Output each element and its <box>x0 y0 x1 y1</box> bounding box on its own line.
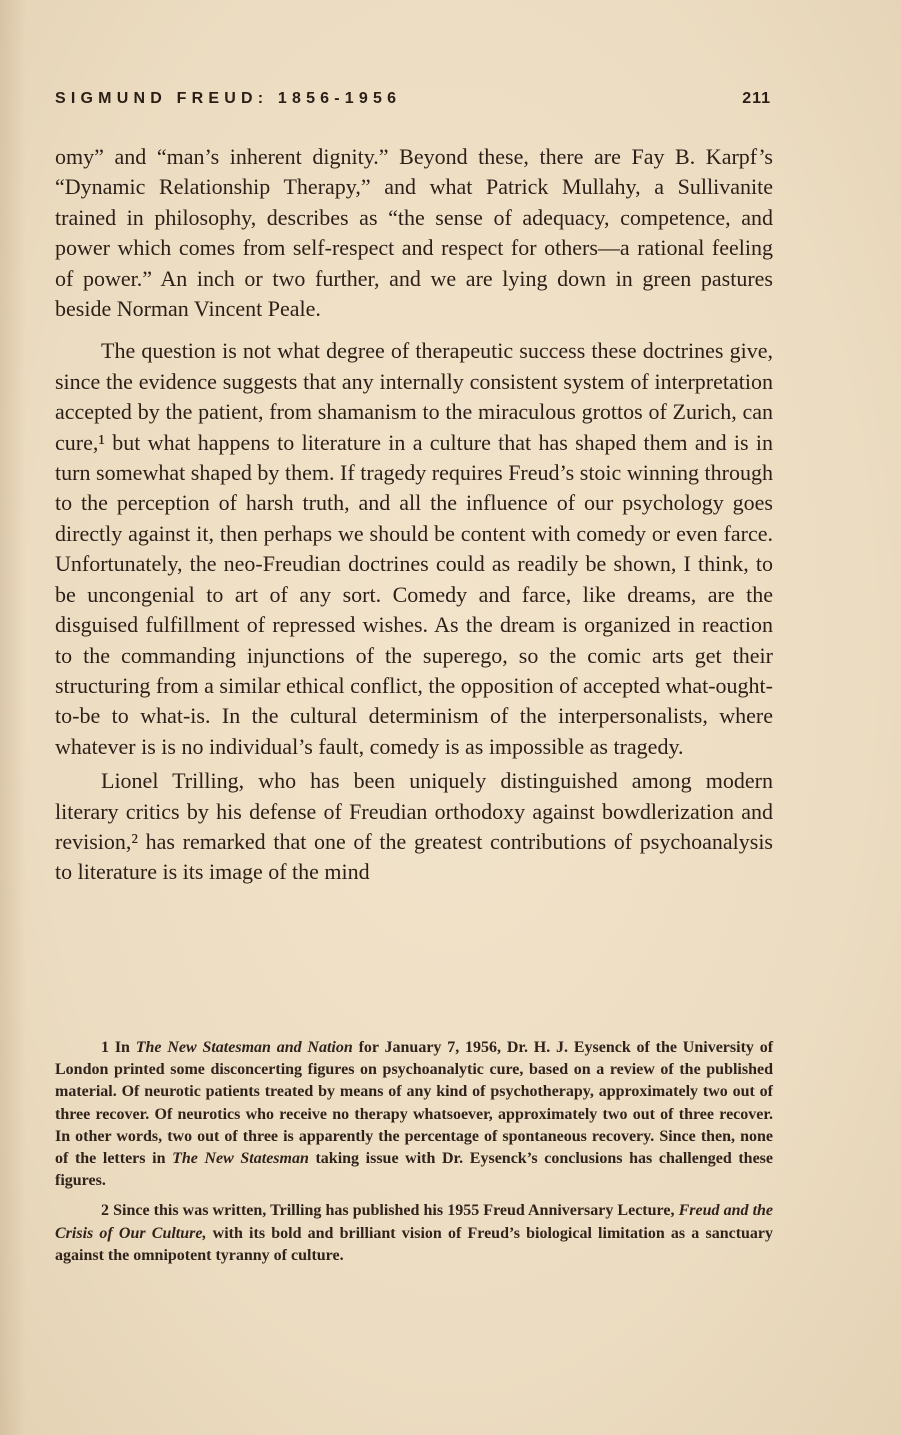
running-head-title: SIGMUND FREUD: 1856-1956 <box>55 90 402 107</box>
footnote-1-tail: taking issue with Dr. Eysenck’s conclusions has challenged these figures. <box>55 1150 773 1190</box>
footnote-1 <box>55 1037 773 1192</box>
footnote-2-number: 2 <box>101 1202 109 1220</box>
body-text <box>55 142 773 888</box>
paragraph-1: omy” and “man’s inherent dignity.” Beyond these, there are Fay B. Karpf’s “Dynamic Relationship Therapy,” and what Patrick Mullahy, a Sullivanite trained in philosophy, describes as “the sense of adequacy, competence, and power which comes from self-respect and respect for others—a rational feeling of power.” An inch or two further, and we are lying down in green pastures beside Norman Vincent Peale. <box>55 144 773 322</box>
footnote-1-journal-title-2: The New Statesman <box>172 1150 309 1168</box>
running-head <box>55 90 771 116</box>
paragraph-2: The question is not what degree of therapeutic success these doctrines give, since the evidence suggests that any internally consistent system of interpretation accepted by the patient, from shamanism to the miraculous grottos of Zurich, can cure,¹ but what happens to literature in a culture that has shaped them and is in turn somewhat shaped by them. If tragedy requires Freud’s stoic winning through to the perception of harsh truth, and all the influence of our psychology goes directly against it, then perhaps we should be content with comedy or even farce. Unfortunately, the neo-Freudian doctrines could as readily be shown, I think, to be uncongenial to art of any sort. Comedy and farce, like dreams, are the disguised fulfillment of repressed wishes. As the dream is organized in reaction to the commanding injunctions of the superego, so the comic arts get their structuring from a similar ethical conflict, the opposition of accepted what-ought-to-be to what-is. In the cultural determinism of the interpersonalists, where whatever is is no individual’s fault, comedy is as impossible as tragedy. <box>55 338 773 759</box>
footnote-2 <box>55 1200 773 1267</box>
footnote-1-journal-title: The New Statesman and Nation <box>135 1039 353 1056</box>
footnote-1-number: 1 <box>101 1039 109 1056</box>
footnote-2-tail: with its bold and brilliant vision of Freud’s biological limitation as a sanctuary against the omnipotent tyranny of culture. <box>55 1224 774 1264</box>
footnotes <box>55 1037 773 1267</box>
footnote-2-lecture-title: Freud and the Crisis of Our Culture, <box>55 1202 774 1242</box>
footnote-1-body: for January 7, 1956, Dr. H. J. Eysenck of the University of London printed some disconcerting figures on psychoanalytic cure, based on a review of the published material. Of neurotic patients treated by means of any kind of psychotherapy, approximately two out of three recover. Of neurotics who receive no therapy whatsoever, approximately two out of three recover. In other words, two out of three is apparently the percentage of spontaneous recovery. Since then, none of the letters in <box>55 1039 774 1168</box>
footnote-2-lead: Since this was written, Trilling has published his 1955 Freud Anniversary Lecture, <box>113 1202 675 1220</box>
footnote-1-lead: In <box>114 1039 130 1056</box>
paragraph-3: Lionel Trilling, who has been uniquely distinguished among modern literary critics by his defense of Freudian orthodoxy against bowdlerization and revision,² has remarked that one of the greatest contributions of psychoanalysis to literature is its image of the mind <box>55 768 773 885</box>
page-number: 211 <box>742 90 771 107</box>
